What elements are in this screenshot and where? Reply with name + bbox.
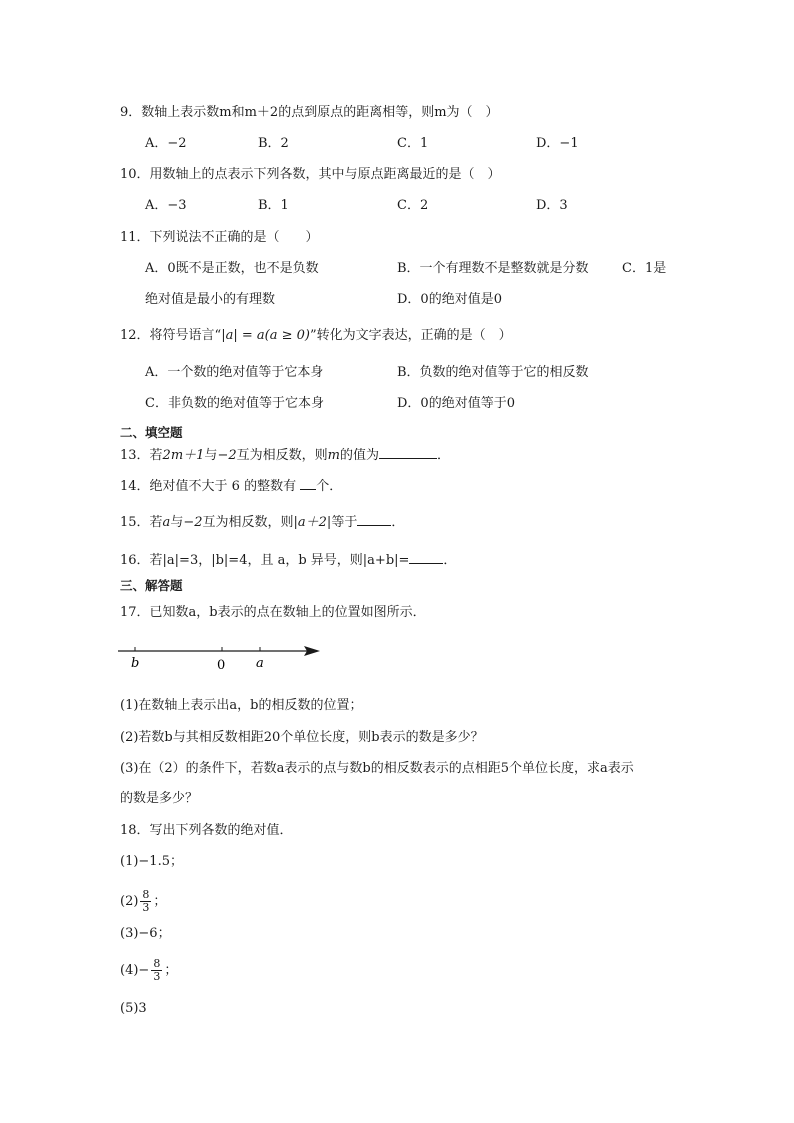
q15-post2: 等于 — [331, 515, 358, 530]
q15-answer-blank[interactable] — [357, 513, 391, 526]
q12-option-b: B．负数的绝对值等于它的相反数 — [397, 365, 589, 380]
q11-option-b: B．一个有理数不是整数就是分数 — [397, 261, 589, 276]
q16-end: ． — [443, 553, 457, 568]
q15-abs-expr: |a＋2| — [293, 515, 332, 530]
q13-answer-blank[interactable] — [379, 446, 437, 459]
q11-option-d: D．0的绝对值是0 — [397, 292, 502, 307]
q12-formula: |a| = a(a ≥ 0) — [221, 328, 310, 343]
q18-item-2-label: (2) — [120, 894, 139, 909]
fraction-8-over-3 — [151, 958, 162, 983]
q9-option-d: D．−1 — [536, 136, 579, 151]
q17-sub3-line1: (3)在（2）的条件下，若数a表示的点与数b的相反数表示的点相距5个单位长度，求a表示 — [120, 761, 634, 776]
q9-option-a: A．−2 — [145, 136, 187, 151]
q17-sub1: (1)在数轴上表示出a，b的相反数的位置； — [120, 698, 363, 713]
q18-item-2 — [120, 884, 166, 920]
q16-answer-blank[interactable] — [409, 551, 443, 564]
question-9-stem: 9．数轴上表示数m和m＋2的点到原点的距离相等，则m为（ ） — [120, 105, 499, 120]
q15-pre: 15．若 — [120, 515, 163, 530]
number-line-figure — [118, 640, 328, 676]
label-0: 0 — [217, 658, 226, 673]
q15-post1: 互为相反数，则 — [202, 515, 294, 530]
fraction-numerator: 8 — [153, 957, 161, 970]
question-12-stem — [120, 327, 512, 345]
label-b: b — [131, 656, 140, 671]
q13-var: m — [327, 448, 340, 463]
q17-sub3-line2: 的数是多少？ — [120, 791, 199, 806]
q18-item-1: (1)−1.5； — [120, 854, 183, 869]
question-15 — [120, 513, 404, 532]
question-10-stem: 10．用数轴上的点表示下列各数，其中与原点距离最近的是（ ） — [120, 167, 501, 182]
question-17-stem: 17．已知数a，b表示的点在数轴上的位置如图所示． — [120, 605, 426, 620]
q16-text: 16．若|a|=3，|b|=4，且 a，b 异号，则|a+b|= — [120, 553, 410, 568]
question-11-stem: 11．下列说法不正确的是（ ） — [120, 230, 319, 245]
q18-item-4-end: ； — [164, 963, 178, 978]
q9-option-c: C．1 — [397, 136, 429, 151]
q13-pre: 13．若 — [120, 448, 163, 463]
q12-option-c: C．非负数的绝对值等于它本身 — [145, 396, 324, 411]
q15-expr: −2 — [183, 515, 203, 530]
q15-end: ． — [391, 515, 405, 530]
q14-end: 个． — [316, 479, 343, 494]
q13-end: ． — [436, 448, 450, 463]
q12-option-d: D．0的绝对值等于0 — [397, 396, 515, 411]
fraction-denominator: 3 — [153, 970, 161, 983]
q10-option-a: A．−3 — [145, 198, 187, 213]
q14-answer-blank[interactable] — [300, 477, 316, 490]
q18-item-3: (3)−6； — [120, 926, 171, 941]
label-a: a — [256, 656, 264, 671]
q10-option-c: C．2 — [397, 198, 429, 213]
question-13 — [120, 446, 450, 465]
q12-stem-pre: 12．将符号语言“ — [120, 328, 222, 343]
q18-item-5: (5)3 — [120, 1001, 147, 1016]
q11-option-c-continued: 绝对值是最小的有理数 — [145, 292, 276, 307]
q15-mid: 与 — [170, 515, 184, 530]
q9-option-b: B．2 — [258, 136, 289, 151]
fraction-numerator: 8 — [142, 888, 150, 901]
q18-item-4 — [120, 953, 177, 989]
question-16 — [120, 551, 456, 570]
q12-option-a: A．一个数的绝对值等于它本身 — [145, 365, 324, 380]
section-fill-in-heading: 二、填空题 — [120, 425, 183, 440]
q11-option-c: C．1是 — [622, 261, 667, 276]
q13-mid: 与 — [204, 448, 218, 463]
q18-item-4-label: (4)− — [120, 963, 150, 978]
q17-sub2: (2)若数b与其相反数相距20个单位长度，则b表示的数是多少？ — [120, 730, 484, 745]
q13-post1: 互为相反数，则 — [236, 448, 328, 463]
fraction-denominator: 3 — [142, 901, 150, 914]
fraction-8-over-3 — [140, 889, 151, 914]
q12-stem-post: ”转化为文字表达，正确的是（ ） — [309, 328, 512, 343]
q18-item-2-end: ； — [153, 894, 167, 909]
q14-pre: 14．绝对值不大于 6 的整数有 — [120, 479, 301, 494]
question-18-stem: 18．写出下列各数的绝对值． — [120, 823, 293, 838]
q13-expr1: 2m＋1 — [162, 448, 205, 463]
q10-option-d: D．3 — [536, 198, 568, 213]
q11-option-a: A．0既不是正数，也不是负数 — [145, 261, 319, 276]
q13-expr2: −2 — [217, 448, 237, 463]
q15-var: a — [162, 515, 171, 530]
q13-post2: 的值为 — [339, 448, 379, 463]
q10-option-b: B．1 — [258, 198, 289, 213]
question-14 — [120, 477, 342, 496]
section-solve-heading: 三、解答题 — [120, 578, 183, 593]
